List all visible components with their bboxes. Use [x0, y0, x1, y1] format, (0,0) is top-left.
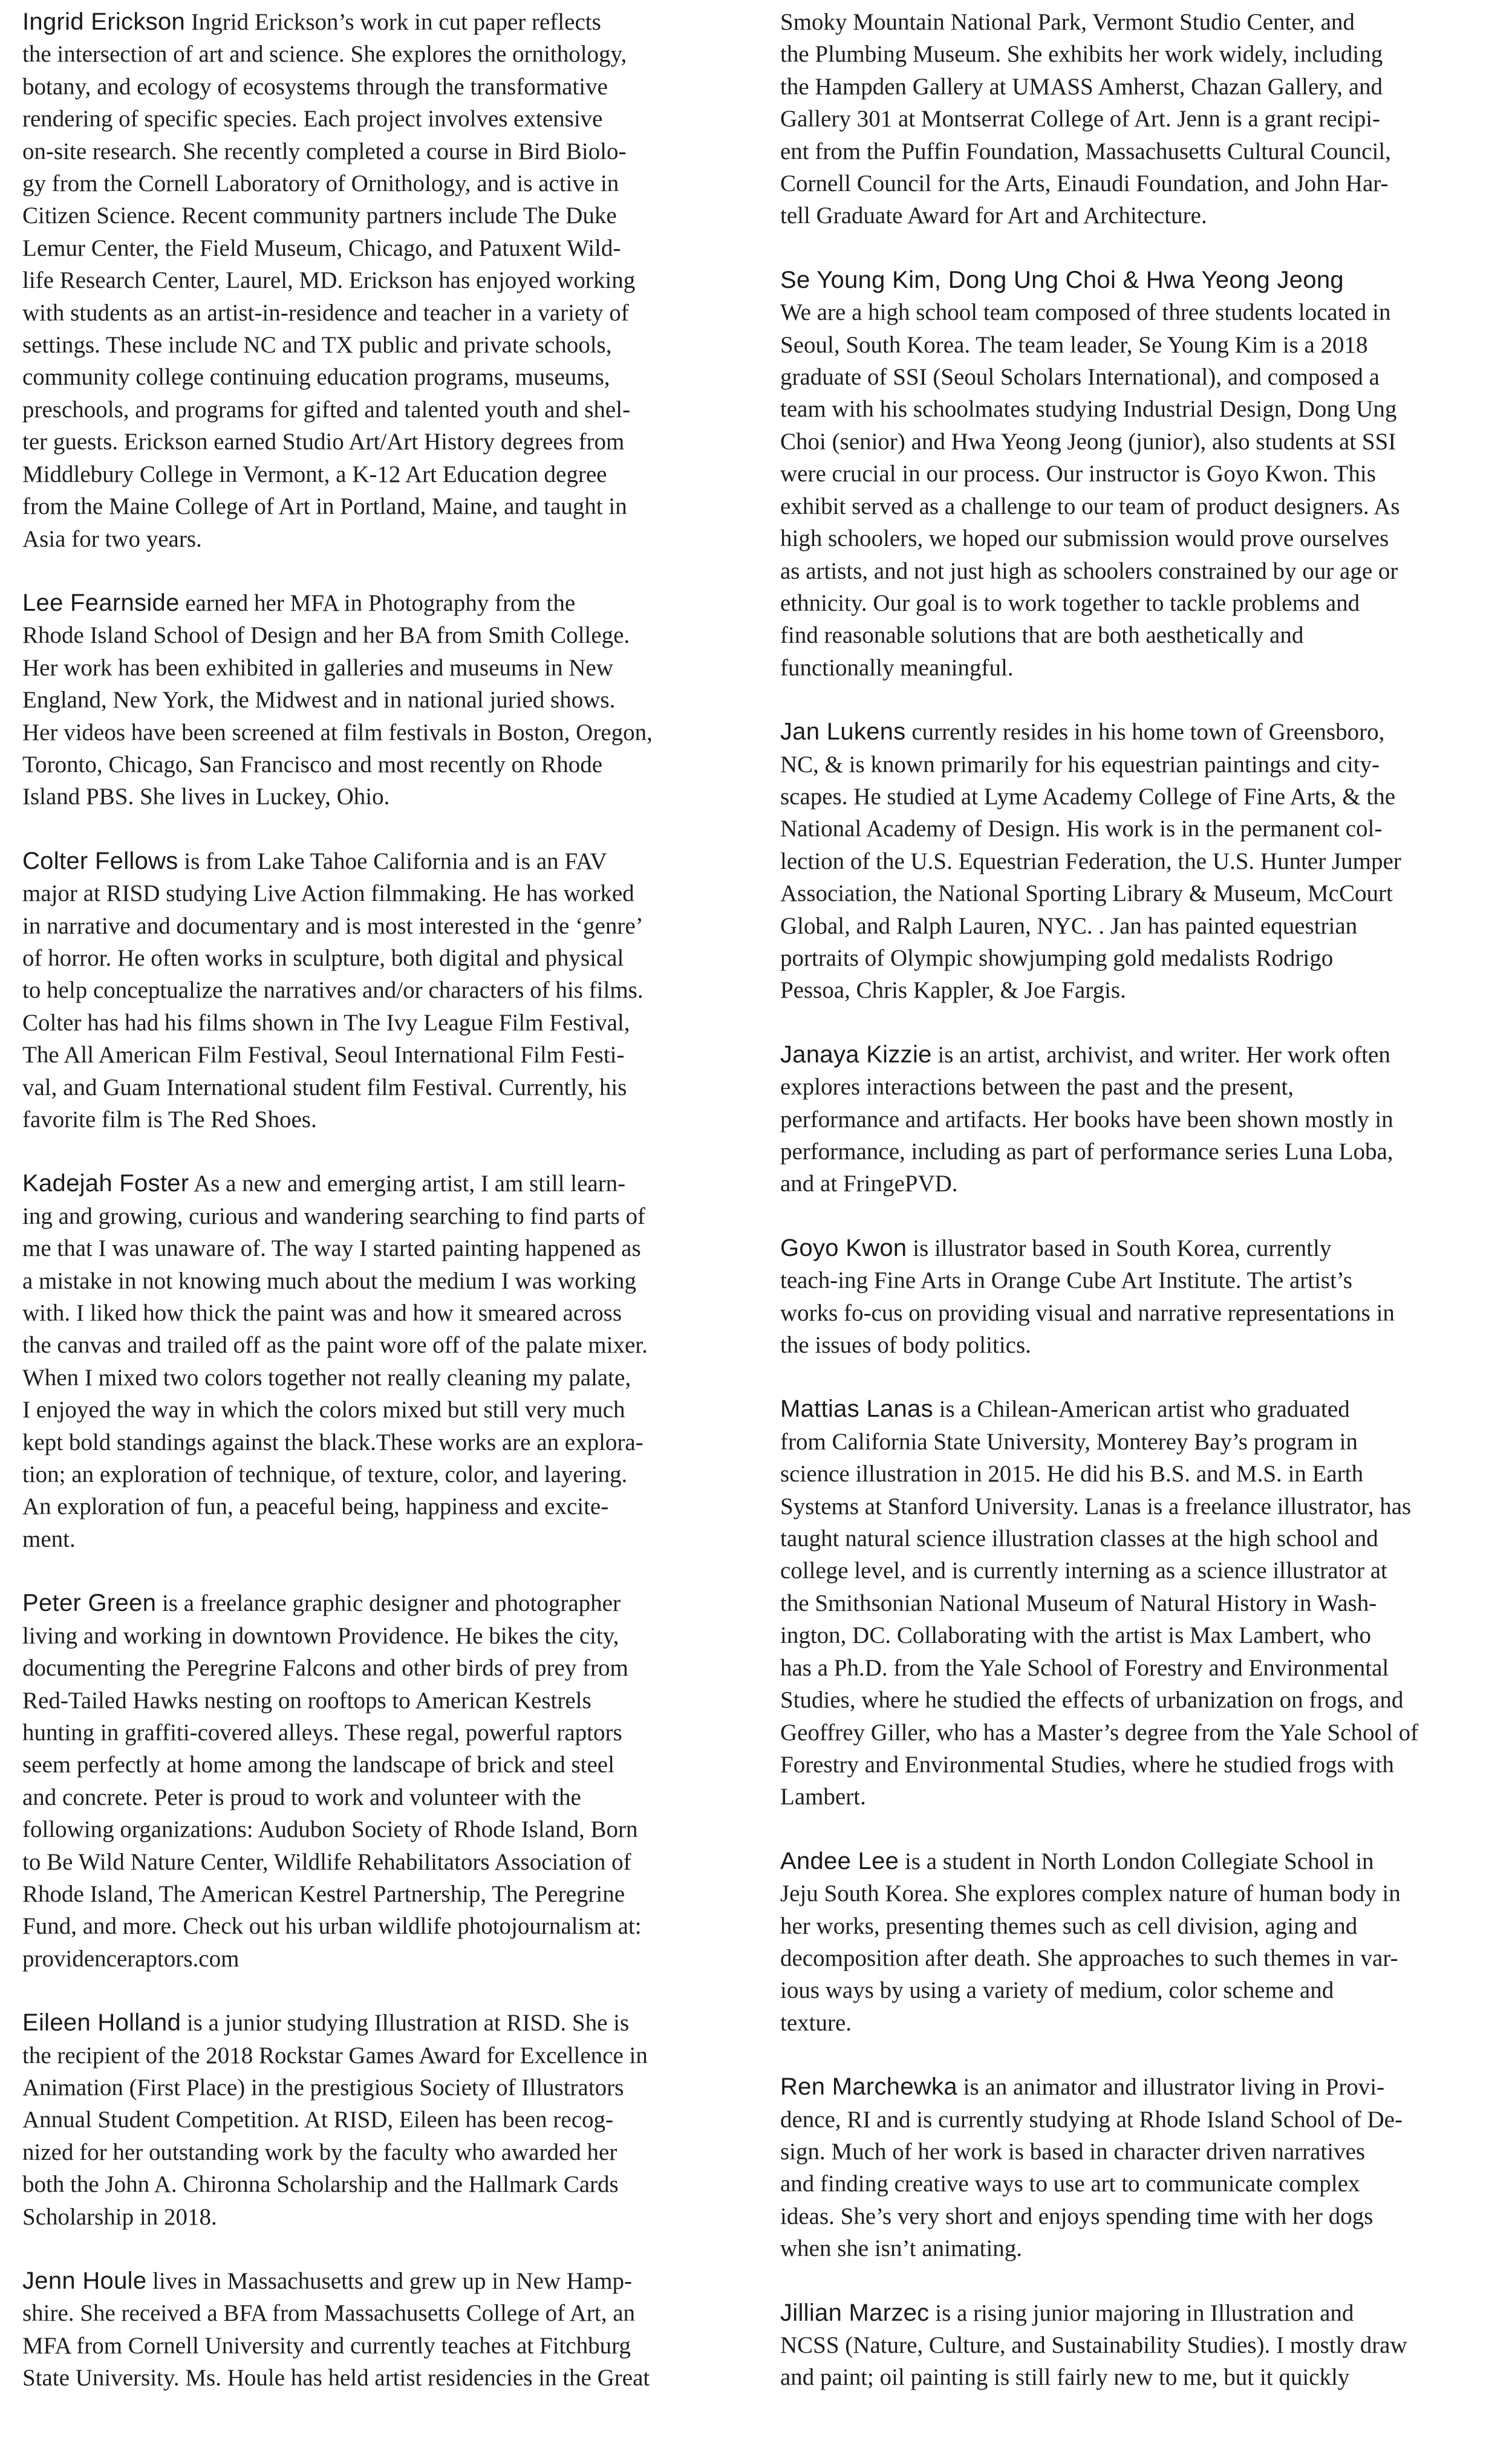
bio-text-line: following organizations: Audubon Society of Rhode Island, Born — [22, 1816, 638, 1843]
bio-text-line: When I mixed two colors together not really cleaning my palate, — [22, 1364, 631, 1391]
bio-text-line: community college continuing education programs, museums, — [22, 364, 610, 391]
artist-bio — [780, 1393, 1506, 1813]
bio-text-line: teach-ing Fine Arts in Orange Cube Art Institute. The artist’s — [780, 1267, 1352, 1294]
bio-text-line: the Hampden Gallery at UMASS Amherst, Chazan Gallery, and — [780, 73, 1383, 100]
artist-name: Goyo Kwon — [780, 1234, 907, 1261]
bio-text-line: is illustrator based in South Korea, currently — [913, 1235, 1332, 1261]
bio-text-line: in narrative and documentary and is most interested in the ‘genre’ — [22, 912, 644, 939]
artist-bio — [780, 1232, 1506, 1362]
artist-bio — [22, 1587, 748, 1975]
bio-text-line: were crucial in our process. Our instructor is Goyo Kwon. This — [780, 461, 1376, 487]
bio-text-line: tell Graduate Award for Art and Architecture. — [780, 203, 1207, 229]
bio-text-line: when she isn’t animating. — [780, 2235, 1023, 2262]
bio-text-line: Lambert. — [780, 1784, 866, 1810]
bio-text-line: is an animator and illustrator living in Provi- — [963, 2074, 1385, 2101]
bio-text-line: Ingrid Erickson’s work in cut paper reflects — [191, 9, 601, 35]
artist-name: Kadejah Foster — [22, 1170, 189, 1197]
bio-text-line: her works, presenting themes such as cell division, aging and — [780, 1913, 1358, 1939]
bio-text-line: science illustration in 2015. He did his B.S. and M.S. in Earth — [780, 1461, 1364, 1487]
artist-bio — [22, 6, 748, 555]
bio-text-line: performance and artifacts. Her books have been shown mostly in — [780, 1106, 1393, 1133]
bio-text-line: NC, & is known primarily for his equestrian paintings and city- — [780, 751, 1380, 778]
bio-text-line: has a Ph.D. from the Yale School of Forestry and Environmental — [780, 1654, 1389, 1681]
bio-text-line: from California State University, Monterey Bay’s program in — [780, 1428, 1358, 1455]
artist-bio — [22, 845, 748, 1136]
artist-name: Eileen Holland — [22, 2009, 181, 2037]
artist-name: Colter Fellows — [22, 847, 178, 874]
bio-text-line: shire. She received a BFA from Massachusetts College of Art, an — [22, 2300, 636, 2327]
bio-text-line: MFA from Cornell University and currently teaches at Fitchburg — [22, 2332, 631, 2359]
bio-text-line: Seoul, South Korea. The team leader, Se Young Kim is a 2018 — [780, 331, 1368, 358]
bio-text-line: The All American Film Festival, Seoul International Film Festi- — [22, 1042, 625, 1068]
bio-text-line: botany, and ecology of ecosystems through the transformative — [22, 73, 608, 100]
artist-bio — [780, 264, 1506, 684]
bio-text-line: on-site research. She recently completed a course in Bird Biolo- — [22, 138, 627, 164]
bio-text-line: As a new and emerging artist, I am still learn- — [194, 1171, 626, 1197]
bio-text-line: Studies, where he studied the effects of urbanization on frogs, and — [780, 1687, 1404, 1714]
bio-text-line: I enjoyed the way in which the colors mixed but still very much — [22, 1397, 625, 1423]
artist-bio — [780, 716, 1506, 1007]
bio-text-line: works fo-cus on providing visual and narrative representations in — [780, 1299, 1395, 1326]
bio-text-line: the Plumbing Museum. She exhibits her work widely, including — [780, 41, 1383, 68]
bio-text-line: lives in Massachusetts and grew up in New Hamp- — [152, 2268, 632, 2294]
bio-text-line: ter guests. Erickson earned Studio Art/Art History degrees from — [22, 429, 625, 455]
bio-text-line: exhibit served as a challenge to our team of product designers. As — [780, 493, 1400, 519]
bio-text-line: is a freelance graphic designer and photographer — [161, 1590, 621, 1617]
bio-text-line: team with his schoolmates studying Industrial Design, Dong Ung — [780, 396, 1397, 423]
bio-text-line: Island PBS. She lives in Luckey, Ohio. — [22, 784, 390, 810]
bio-text-line: ious ways by using a variety of medium, color scheme and — [780, 1977, 1334, 2004]
artist-name: Lee Fearnside — [22, 589, 180, 616]
bio-text-line: currently resides in his home town of Greensboro, — [911, 719, 1385, 746]
bio-text-line: Global, and Ralph Lauren, NYC. . Jan has painted equestrian — [780, 912, 1358, 939]
artist-name: Janaya Kizzie — [780, 1041, 932, 1068]
bio-text-line: of horror. He often works in sculpture, both digital and physical — [22, 944, 624, 971]
bio-text-line: explores interactions between the past and the present, — [780, 1074, 1294, 1100]
bio-text-line: functionally meaningful. — [780, 654, 1014, 681]
bio-text-line: the Smithsonian National Museum of Natural History in Wash- — [780, 1590, 1377, 1616]
artist-bio — [780, 1845, 1506, 2039]
bio-text-line: tion; an exploration of technique, of texture, color, and layering. — [22, 1461, 628, 1488]
bio-text-line: Rhode Island School of Design and her BA from Smith College. — [22, 622, 630, 649]
bio-text-line: Choi (senior) and Hwa Yeong Jeong (junior), also students at SSI — [780, 428, 1396, 455]
bio-text-line: seem perfectly at home among the landscape of brick and steel — [22, 1752, 614, 1778]
bio-text-line: ment. — [22, 1526, 76, 1552]
bio-text-line: ington, DC. Collaborating with the artist is Max Lambert, who — [780, 1622, 1372, 1649]
bio-text-line: lection of the U.S. Equestrian Federation, the U.S. Hunter Jumper — [780, 848, 1401, 874]
bio-text-line: ing and growing, curious and wandering searching to find parts of — [22, 1203, 645, 1229]
bio-text-line: with students as an artist-in-residence and teacher in a variety of — [22, 299, 629, 326]
bio-text-line: high schoolers, we hoped our submission would prove ourselves — [780, 525, 1389, 552]
bio-text-line: the canvas and trailed off as the paint wore off of the palate mixer. — [22, 1332, 648, 1359]
bio-text-line: England, New York, the Midwest and in national juried shows. — [22, 687, 616, 714]
artist-name: Ingrid Erickson — [22, 8, 186, 35]
bio-text-line: gy from the Cornell Laboratory of Ornithology, and is active in — [22, 171, 619, 197]
bio-text-line: is a junior studying Illustration at RISD. She is — [186, 2010, 630, 2037]
bio-text-line: State University. Ms. Houle has held artist residencies in the Great — [22, 2365, 650, 2391]
bio-text-line: find reasonable solutions that are both aesthetically and — [780, 622, 1304, 649]
bio-text-line: Her videos have been screened at film festivals in Boston, Oregon, — [22, 719, 653, 746]
bio-text-line: me that I was unaware of. The way I started painting happened as — [22, 1235, 641, 1262]
bio-text-line: sign. Much of her work is based in character driven narratives — [780, 2138, 1366, 2165]
bio-text-line: earned her MFA in Photography from the — [185, 590, 576, 616]
bio-text-line: nized for her outstanding work by the faculty who awarded her — [22, 2139, 618, 2165]
artist-name: Peter Green — [22, 1590, 157, 1617]
bio-text-line: Toronto, Chicago, San Francisco and most recently on Rhode — [22, 751, 603, 778]
bio-text-line: Pessoa, Chris Kappler, & Joe Fargis. — [780, 977, 1126, 1004]
bio-text-line: performance, including as part of performance series Luna Loba, — [780, 1139, 1393, 1165]
artist-bio — [22, 587, 748, 813]
right-column — [780, 6, 1506, 2426]
bio-text-line: Scholarship in 2018. — [22, 2203, 217, 2230]
bio-text-line: texture. — [780, 2009, 852, 2036]
bio-text-line: documenting the Peregrine Falcons and other birds of prey from — [22, 1655, 628, 1682]
bio-text-line: is a rising junior majoring in Illustration and — [935, 2300, 1354, 2326]
artist-name: Ren Marchewka — [780, 2073, 957, 2101]
bio-text-line: ethnicity. Our goal is to work together to tackle problems and — [780, 590, 1360, 616]
bio-text-line: ideas. She’s very short and enjoys spending time with her dogs — [780, 2203, 1374, 2229]
bio-text-line: is from Lake Tahoe California and is an FAV — [184, 848, 607, 874]
bio-text-line: to Be Wild Nature Center, Wildlife Rehabilitators Association of — [22, 1848, 631, 1875]
bio-text-line: and at FringePVD. — [780, 1171, 958, 1197]
bio-text-line: and finding creative ways to use art to communicate complex — [780, 2171, 1360, 2197]
bio-text-line: Her work has been exhibited in galleries and museums in New — [22, 654, 613, 681]
bio-text-line: a mistake in not knowing much about the medium I was working — [22, 1267, 636, 1294]
bio-text-line: and concrete. Peter is proud to work and volunteer with the — [22, 1784, 581, 1810]
bio-text-line: National Academy of Design. His work is in the permanent col- — [780, 816, 1383, 842]
bio-text-line: and paint; oil painting is still fairly new to me, but it quickly — [780, 2364, 1350, 2391]
left-column — [22, 6, 748, 2427]
bio-text-line: Geoffrey Giller, who has a Master’s degree from the Yale School of — [780, 1719, 1419, 1746]
bio-text-line: Jeju South Korea. She explores complex nature of human body in — [780, 1881, 1401, 1907]
bio-text-line: is a student in North London Collegiate School in — [904, 1848, 1374, 1874]
bio-text-line: the recipient of the 2018 Rockstar Games Award for Excellence in — [22, 2042, 648, 2069]
bio-text-line: Rhode Island, The American Kestrel Partnership, The Peregrine — [22, 1881, 625, 1907]
artist-name: Mattias Lanas — [780, 1396, 933, 1423]
bio-text-line: Lemur Center, the Field Museum, Chicago, and Patuxent Wild- — [22, 235, 621, 261]
bio-text-line: settings. These include NC and TX public and private schools, — [22, 332, 612, 359]
bio-text-line: Gallery 301 at Montserrat College of Art. Jenn is a grant recipi- — [780, 106, 1381, 132]
bio-text-line: ent from the Puffin Foundation, Massachusetts Cultural Council, — [780, 138, 1391, 164]
bio-text-line: Fund, and more. Check out his urban wildlife photojournalism at: — [22, 1913, 642, 1940]
bio-text-line: Asia for two years. — [22, 525, 202, 552]
artist-bio — [780, 1039, 1506, 1200]
bio-text-line: An exploration of fun, a peaceful being, happiness and excite- — [22, 1494, 609, 1520]
bio-text-line: graduate of SSI (Seoul Scholars International), and composed a — [780, 364, 1380, 391]
artist-name: Andee Lee — [780, 1847, 899, 1874]
bio-text-line: the intersection of art and science. She explores the ornithology, — [22, 41, 627, 68]
bio-text-line: both the John A. Chironna Scholarship and the Hallmark Cards — [22, 2171, 619, 2198]
bio-text-line: is an artist, archivist, and writer. Her work often — [937, 1041, 1390, 1068]
bio-text-line: Red-Tailed Hawks nesting on rooftops to American Kestrels — [22, 1687, 591, 1714]
bio-text-line: Association, the National Sporting Library & Museum, McCourt — [780, 880, 1393, 907]
bio-text-line: from the Maine College of Art in Portland, Maine, and taught in — [22, 493, 627, 520]
bio-text-line: val, and Guam International student film Festival. Currently, his — [22, 1074, 627, 1100]
artist-bio — [22, 2265, 748, 2394]
bio-text-line: Colter has had his films shown in The Ivy League Film Festival, — [22, 1009, 630, 1036]
bio-text-line: Forestry and Environmental Studies, where he studied frogs with — [780, 1751, 1394, 1778]
bio-text-line: preschools, and programs for gifted and talented youth and shel- — [22, 396, 631, 423]
artist-name: Jan Lukens — [780, 718, 906, 746]
bio-text-line: Cornell Council for the Arts, Einaudi Foundation, and John Har- — [780, 171, 1389, 197]
bio-text-line: NCSS (Nature, Culture, and Sustainability Studies). I mostly draw — [780, 2332, 1407, 2358]
bio-text-line: the issues of body politics. — [780, 1332, 1031, 1359]
bio-text-line: dence, RI and is currently studying at Rhode Island School of De- — [780, 2106, 1403, 2133]
bio-text-line: providenceraptors.com — [22, 1945, 240, 1972]
bio-text-line: as artists, and not just high as schoolers constrained by our age or — [780, 557, 1398, 584]
bio-text-line: hunting in graffiti-covered alleys. These regal, powerful raptors — [22, 1719, 622, 1746]
continued-bio-text — [780, 6, 1506, 232]
bio-text-line: major at RISD studying Live Action filmmaking. He has worked — [22, 880, 634, 907]
bio-text-line: to help conceptualize the narratives and/or characters of his films. — [22, 977, 644, 1004]
bio-text-line: Animation (First Place) in the prestigious Society of Illustrators — [22, 2074, 624, 2101]
bio-text-line: portraits of Olympic showjumping gold medalists Rodrigo — [780, 944, 1334, 971]
bio-text-line: Systems at Stanford University. Lanas is a freelance illustrator, has — [780, 1493, 1412, 1520]
artist-bio — [780, 2297, 1506, 2394]
bio-text-line: Smoky Mountain National Park, Vermont Studio Center, and — [780, 9, 1355, 35]
bio-text-line: scapes. He studied at Lyme Academy College of Fine Arts, & the — [780, 783, 1396, 810]
bio-text-line: Citizen Science. Recent community partners include The Duke — [22, 203, 617, 229]
bio-text-line: Annual Student Competition. At RISD, Eileen has been recog- — [22, 2107, 613, 2133]
artist-bio — [22, 2007, 748, 2233]
bio-text-line: favorite film is The Red Shoes. — [22, 1107, 317, 1133]
bio-text-line: decomposition after death. She approaches to such themes in var- — [780, 1945, 1398, 1971]
bio-text-line: kept bold standings against the black.These works are an explora- — [22, 1429, 644, 1455]
bio-text-line: is a Chilean-American artist who graduated — [939, 1396, 1350, 1423]
artist-name: Se Young Kim, Dong Ung Choi & Hwa Yeong Jeong — [780, 266, 1344, 293]
artist-bio — [780, 2071, 1506, 2264]
bio-text-line: rendering of specific species. Each project involves extensive — [22, 106, 603, 132]
bio-text-line: college level, and is currently interning as a science illustrator at — [780, 1558, 1387, 1584]
bio-text-line: Middlebury College in Vermont, a K-12 Art Education degree — [22, 461, 607, 487]
bio-text-line: with. I liked how thick the paint was and how it smeared across — [22, 1300, 622, 1327]
artist-bio — [22, 1168, 748, 1555]
bio-text-line: We are a high school team composed of three students located in — [780, 299, 1391, 326]
artist-name: Jenn Houle — [22, 2267, 147, 2294]
bio-text-line: living and working in downtown Providence. He bikes the city, — [22, 1622, 619, 1649]
bio-text-line: life Research Center, Laurel, MD. Erickson has enjoyed working — [22, 267, 636, 294]
bio-text-line: taught natural science illustration classes at the high school and — [780, 1526, 1378, 1552]
artist-name: Jillian Marzec — [780, 2299, 930, 2326]
